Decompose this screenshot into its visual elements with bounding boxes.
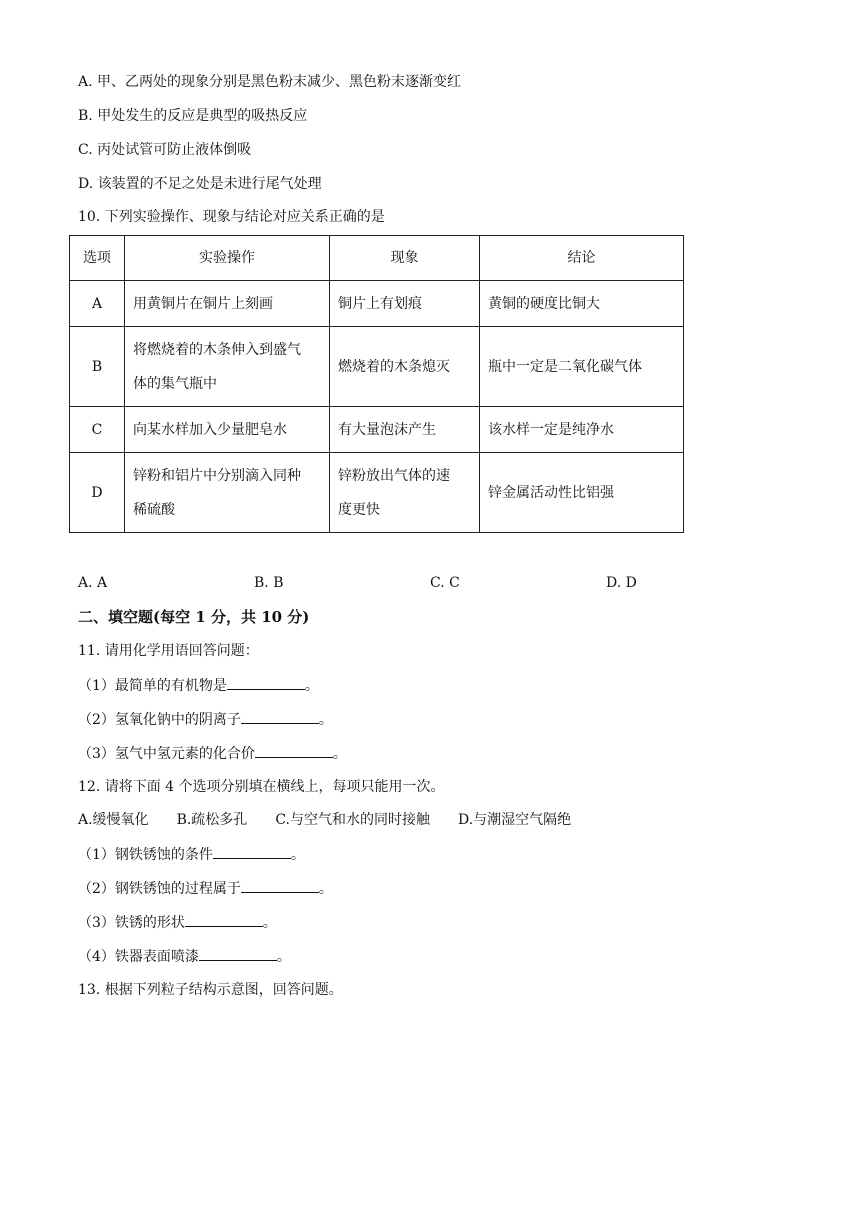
row-d-option: D (70, 453, 125, 533)
choice-a[interactable]: A. A (78, 575, 108, 591)
q12-item-3-suffix: 。 (262, 915, 277, 931)
q12-stem: 12. 请将下面 4 个选项分别填在横线上，每项只能用一次。 (78, 779, 445, 795)
answer-blank[interactable] (241, 878, 319, 893)
q13-stem: 13. 根据下列粒子结构示意图，回答问题。 (78, 982, 343, 998)
choice-d[interactable]: D. D (606, 575, 637, 591)
q10-table (69, 235, 684, 533)
row-b-operation-line1: 将燃烧着的木条伸入到盛气 (133, 341, 301, 358)
answer-blank[interactable] (241, 709, 319, 724)
row-d-conclusion: 锌金属活动性比铝强 (480, 453, 684, 533)
q12-option-a: A.缓慢氧化 (78, 812, 149, 828)
table-row (70, 453, 684, 533)
q11-item-2-prefix: （2）氢氧化钠中的阴离子 (78, 712, 241, 728)
q11-stem: 11. 请用化学用语回答问题： (78, 643, 259, 659)
q10-choices (78, 573, 778, 593)
table-row (70, 281, 684, 327)
table-row (70, 327, 684, 407)
q11-item-2-suffix: 。 (318, 712, 333, 728)
answer-blank[interactable] (213, 844, 291, 859)
q12-option-b: B.疏松多孔 (176, 812, 248, 828)
q12-item-1-suffix: 。 (290, 847, 305, 863)
q11-item-1-suffix: 。 (304, 678, 319, 694)
answer-blank[interactable] (185, 912, 263, 927)
row-b-operation (125, 327, 330, 407)
header-phenomenon: 现象 (330, 236, 480, 281)
row-c-phenomenon: 有大量泡沫产生 (330, 407, 480, 453)
table-row (70, 407, 684, 453)
q10-stem: 10. 下列实验操作、现象与结论对应关系正确的是 (78, 209, 385, 225)
q9-option-b: B. 甲处发生的反应是典型的吸热反应 (78, 108, 308, 124)
q12-item-4-prefix: （4）铁器表面喷漆 (78, 949, 199, 965)
q11-item-2 (78, 709, 333, 730)
row-b-option: B (70, 327, 125, 407)
q12-item-4-suffix: 。 (276, 949, 291, 965)
section-2-title: 二、填空题(每空 1 分，共 10 分) (78, 608, 310, 626)
row-d-phenomenon-line2: 度更快 (338, 501, 380, 518)
answer-blank[interactable] (255, 743, 333, 758)
table-header-row (70, 236, 684, 281)
q11-item-1-prefix: （1）最简单的有机物是 (78, 678, 227, 694)
row-d-phenomenon (330, 453, 480, 533)
header-conclusion: 结论 (480, 236, 684, 281)
answer-blank[interactable] (227, 675, 305, 690)
q12-item-1-prefix: （1）钢铁锈蚀的条件 (78, 847, 213, 863)
q9-option-d: D. 该装置的不足之处是未进行尾气处理 (78, 176, 322, 192)
row-b-conclusion: 瓶中一定是二氧化碳气体 (480, 327, 684, 407)
header-operation: 实验操作 (125, 236, 330, 281)
q12-item-3 (78, 912, 277, 933)
row-b-phenomenon: 燃烧着的木条熄灭 (330, 327, 480, 407)
row-a-phenomenon: 铜片上有划痕 (330, 281, 480, 327)
q12-item-1 (78, 844, 305, 865)
q11-item-1 (78, 675, 319, 696)
q9-option-a: A. 甲、乙两处的现象分别是黑色粉末减少、黑色粉末逐渐变红 (78, 74, 462, 90)
q12-option-c: C.与空气和水的同时接触 (275, 812, 430, 828)
row-b-operation-line2: 体的集气瓶中 (133, 375, 217, 392)
row-d-operation (125, 453, 330, 533)
q9-option-c: C. 丙处试管可防止液体倒吸 (78, 142, 252, 158)
row-d-operation-line2: 稀硫酸 (133, 501, 175, 518)
q12-item-3-prefix: （3）铁锈的形状 (78, 915, 185, 931)
q12-options (78, 810, 599, 830)
choice-b[interactable]: B. B (254, 575, 284, 591)
row-d-operation-line1: 锌粉和铝片中分别滴入同种 (133, 467, 301, 484)
row-c-conclusion: 该水样一定是纯净水 (480, 407, 684, 453)
row-d-phenomenon-line1: 锌粉放出气体的速 (338, 467, 450, 484)
answer-blank[interactable] (199, 946, 277, 961)
q12-item-2-prefix: （2）钢铁锈蚀的过程属于 (78, 881, 241, 897)
q11-item-3 (78, 743, 347, 764)
q12-item-2 (78, 878, 333, 899)
q11-item-3-prefix: （3）氢气中氢元素的化合价 (78, 746, 255, 762)
row-a-operation: 用黄铜片在铜片上刻画 (125, 281, 330, 327)
q12-option-d: D.与潮湿空气隔绝 (457, 812, 572, 828)
q12-item-4 (78, 946, 291, 967)
row-a-conclusion: 黄铜的硬度比铜大 (480, 281, 684, 327)
choice-c[interactable]: C. C (430, 575, 460, 591)
q12-item-2-suffix: 。 (318, 881, 333, 897)
row-c-operation: 向某水样加入少量肥皂水 (125, 407, 330, 453)
row-c-option: C (70, 407, 125, 453)
header-option: 选项 (70, 236, 125, 281)
row-a-option: A (70, 281, 125, 327)
q11-item-3-suffix: 。 (332, 746, 347, 762)
